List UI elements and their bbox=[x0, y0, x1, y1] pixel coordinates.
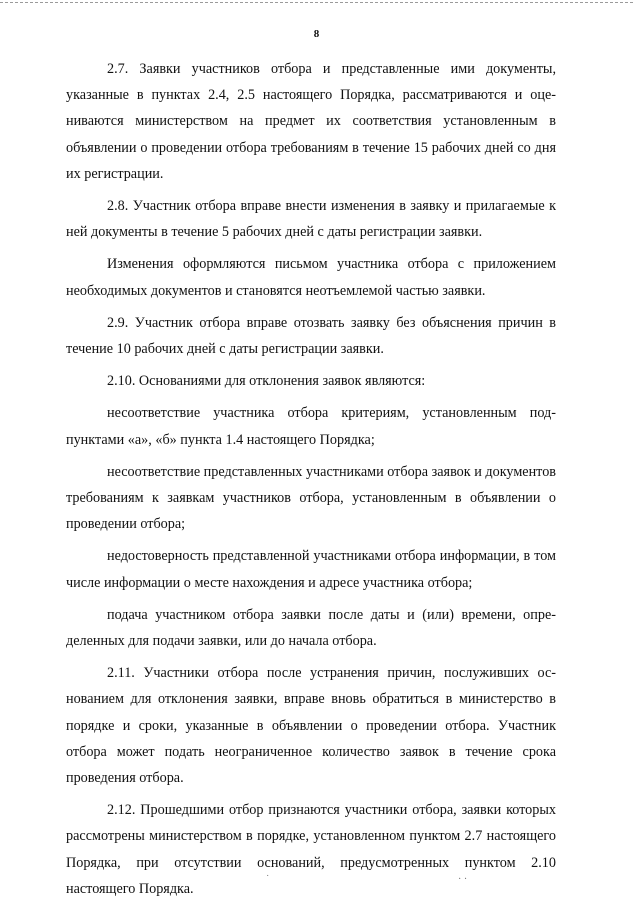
paragraph-2-10: 2.10. Основаниями для отклонения заявок являются: bbox=[107, 373, 426, 390]
document-body bbox=[66, 56, 556, 908]
paragraph-2-10-item-2: несоответствие представленных участниками отбора заявок и документов требованиям к заявкам участников отбора, установленным в объявлении о проведении отбора; bbox=[66, 463, 556, 533]
paragraph-2-7: 2.7. Заявки участников отбора и представленные ими документы, указанные в пунктах 2.4, 2.5 настоящего Порядка, рассматриваются и оцениваются министерством на предмет их соответствия установленным в объявлении о проведении отбора требованиям в течение 15 рабочих дней со дня их регистрации. bbox=[66, 61, 556, 182]
scan-artifact-left: ˙ bbox=[266, 874, 270, 885]
paragraph-2-9: 2.9. Участник отбора вправе отозвать заявку без объяснения причин в течение 10 рабочих дней с даты регистрации заявки. bbox=[66, 314, 556, 358]
paragraph-2-8: 2.8. Участник отбора вправе внести изменения в заявку и прилагаемые к ней документы в течение 5 рабочих дней с даты регистрации заявки. bbox=[66, 198, 556, 241]
paragraph-2-12: 2.12. Прошедшими отбор признаются участники отбора, заявки которых рассмотрены министерством в порядке, установленном пунктом 2.7 настоящего Порядка, при отсутствии оснований, предусмотренных пунктом 2.10 настоящего Порядка. bbox=[66, 802, 556, 897]
page-number: 8 bbox=[313, 28, 320, 40]
paragraph-2-10-item-4: подача участником отбора заявки после даты и (или) времени, определенных для подачи заявки, или до начала отбора. bbox=[66, 606, 556, 650]
scan-top-edge bbox=[0, 2, 633, 3]
paragraph-2-11: 2.11. Участники отбора после устранения причин, послуживших основанием для отклонения заявки, вправе вновь обратиться в министерство в порядке и сроки, указанные в объявлении о проведении отбора. Участник отбора может подать неограниченное количество заявок в течение срока проведения отбора. bbox=[66, 665, 556, 787]
paragraph-2-8-changes: Изменения оформляются письмом участника отбора с приложением необходимых документов и становятся неотъемлемой частью заявки. bbox=[66, 256, 556, 299]
paragraph-2-10-item-1: несоответствие участника отбора критериям, установленным подпунктами «а», «б» пункта 1.4 настоящего Порядка; bbox=[66, 405, 556, 448]
paragraph-2-10-item-3: недостоверность представленной участниками отбора информации, в том числе информации о месте нахождения и адресе участника отбора; bbox=[66, 548, 556, 591]
scan-artifact-right: · · bbox=[458, 874, 468, 885]
